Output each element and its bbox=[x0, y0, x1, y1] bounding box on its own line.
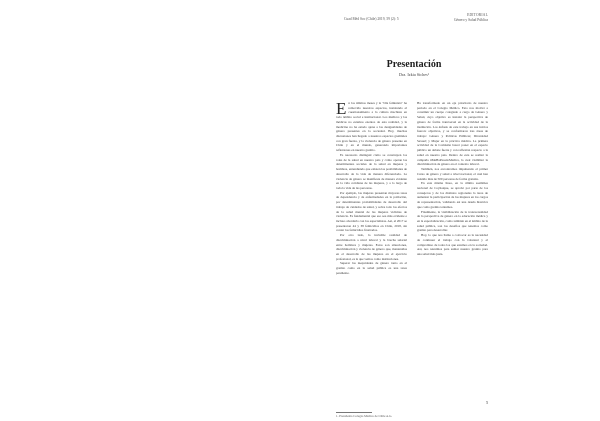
section-header bbox=[398, 13, 488, 22]
article-title: Presentación bbox=[386, 59, 442, 70]
paragraph: En los últimos meses y la "Ola feminista" ha removido nuestros espacios, instalando el cuestionamiento a la cultura machista en todo ámbito social e institucional. Los médicos y las médicas no estamos exentos de esta realidad, y la medicina no ha estado ajena a las desigualdades de género presentes en la sociedad. Hoy, muchas discusiones han llegado a nuestros espacios gremiales con gran fuerza, y la violencia de género presente en Chile y en el mundo, generando importantes reflexiones en nuestro gremio. bbox=[336, 99, 407, 153]
footnote: 1. Presidenta Colegio Médico de Chile A.G. bbox=[336, 414, 393, 418]
paragraph: Hoy, lo que nos llama a convocar es la necesidad de continuar el trabajo con la voluntad y el compromiso de todos los que estamos en la sociedad. Así, nos reunimos para sumar nuestro granito para una salud más justa. bbox=[417, 233, 488, 256]
paragraph: Por ejemplo, las mujeres presentan mayores tasas de dependencia y de enfermedades en la población, por determinantes probabilidades de desarrollo del trabajo de cuidados de salud, y sobre todo los efectos de la salud mental de las mujeres víctimas de violencia. Es fundamental que eso sea más evidente e incluso abordarlo con los especialistas. Así, el 2017 se presentaron 44 y 38 femicidios en Chile, 2018, sin contar los femicidios frustrados. bbox=[336, 190, 407, 233]
journal-citation: Cuad Méd Soc (Chile) 2019, 59 (2): 5 bbox=[344, 17, 399, 21]
paragraph: Superar las inequidades de género tanto en el gremio como en la salud pública es una tarea pendiente. bbox=[336, 261, 407, 275]
paragraph: En esta misma línea, en la última asamblea nacional de Coyhaique, se aprobó por parte de los consejeros y de los distintos regionales la tarea de aumentar la participación de las mujeres en los cargos de representación, validando así una deuda histórica que como gremio teníamos. bbox=[417, 181, 488, 209]
section-topic: Género y Salud Pública bbox=[453, 17, 488, 22]
body-column-left bbox=[336, 101, 407, 276]
paragraph: Ha transformado en un eje prioritario de nuestro periodo en el Colegio Médico. Esto nos motivó a constituir un cuerpo colegiado a cargo de Género y Salud, cuyo objetivo es instalar la perspectiva de género de forma transversal en la actividad de la institución. Los énfasis de este trabajo en sus inicios fueron: objetivos, y se conformaron tres áreas de trabajo: Género y Políticas Públicas; Diversidad Sexual; y Mujer en la práctica médica. La primera actividad de la Comisión buscó poner en el espacio público un debate fuerte y con reflexión respecto a la salud en nuestro país. Dentro de esta se realizó la campaña #MeHaPasadoMédica, la cual visibilizó la discriminación de género en el contexto laboral. bbox=[417, 101, 488, 167]
paragraph: Es necesario distinguir cómo se construyen los roles de la salud en nuestro país y cómo operan las determinantes sociales de la salud en mujeres y hombres, entendiendo que existen las posibilidades de desarrollo de la vida de manera diferenciada. La violencia de género se manifiesta de manera evidente en la vida cotidiana de las mujeres, y a lo largo de toda la vida de las personas. bbox=[336, 152, 407, 190]
drop-cap: E bbox=[336, 99, 347, 118]
footnote-divider bbox=[336, 412, 372, 413]
section-label: EDITORIAL bbox=[467, 13, 488, 17]
article-author: Dra. Izkia Siches¹ bbox=[399, 72, 429, 77]
paragraph: Por otro lado, la invisible realidad de discriminación a nivel laboral y la brecha salarial entre hombres y mujeres. Estos son situaciones, discriminación y violencia de género que, mantenidas en el desarrollo de las mujeres en el ejercicio profesional, es la que vemos como instituciones. bbox=[336, 233, 407, 261]
paragraph: Finalmente, la visibilización de la transversalidad de la perspectiva de género en la educación médica y en la especialización, como también en el ámbito de la salud pública, son los desafíos que tenemos como gremio para desarrollar. bbox=[417, 209, 488, 233]
body-column-right bbox=[417, 101, 488, 257]
paragraph: También, nos encontramos impulsando el primer Curso de género y salud a nivel nacional, el cual han asistido más de 500 personas de forma gratuita. bbox=[417, 167, 488, 181]
page-number: 5 bbox=[486, 400, 489, 405]
